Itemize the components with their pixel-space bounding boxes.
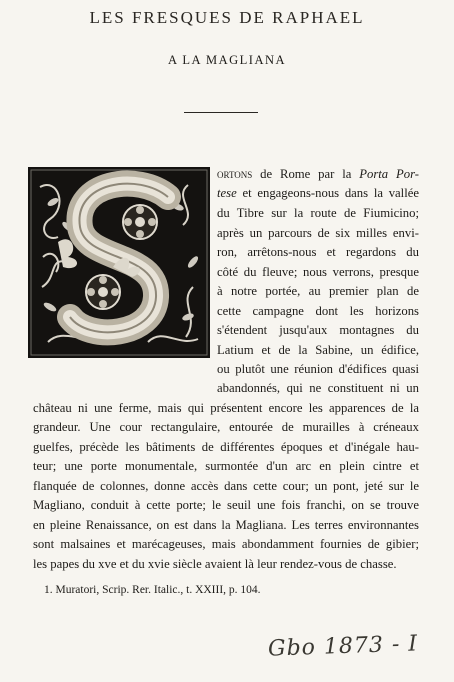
text-line: après un parcours de six milles envi-	[217, 226, 419, 240]
italic-text: tese	[217, 186, 237, 200]
text-line: teur; une porte monumentale, surmontée d'un arc en plein cintre et	[33, 459, 419, 473]
text-line: cette campagne dont les horizons	[217, 304, 419, 318]
text-line: en pleine Renaissance, on est dans la Magliana. Les terres environnantes	[33, 518, 419, 532]
text-line: grandeur. Une cour rectangulaire, entourée de murailles à créneaux	[33, 420, 419, 434]
text-line: à notre portée, au premier plan de	[217, 284, 419, 298]
text-line: s'étendent jusqu'aux montagnes du	[217, 323, 419, 337]
text-line: du Tibre sur la route de Fiumicino;	[217, 206, 419, 220]
porta-portese-italic: Porta Por-	[359, 167, 419, 181]
text-line: ron, arrêtons-nous et regardons du	[217, 245, 419, 259]
text-line: guelfes, précède les bâtiments de différentes époques et d'inégale hau-	[33, 440, 419, 454]
text-line: flanquée de colonnes, donne accès dans cette cour; un pont, jeté sur le	[33, 479, 419, 493]
page-title: LES FRESQUES DE RAPHAEL	[89, 8, 365, 27]
text-line: abandonnés, qui ne constituent ni un	[217, 381, 419, 395]
ornate-initial-S-icon	[28, 167, 210, 358]
text-span: ortons	[217, 167, 253, 181]
text-line: Magliano, conduit à cette porte; le seuil une fois franchi, on se trouve	[33, 498, 419, 512]
text-line: sont malsaines et marécageuses, mais abondamment fournies de gibier;	[33, 537, 419, 551]
text-line: les papes du xve et du xvie siècle avaient là leur rendez-vous de chasse.	[33, 557, 397, 571]
text-line: tese et engageons-nous dans la vallée	[217, 186, 419, 200]
text-line: Latium et de la Sabine, un édifice,	[217, 343, 419, 357]
chapter-subtitle: A LA MAGLIANA	[167, 53, 287, 67]
footnote: 1. Muratori, Scrip. Rer. Italic., t. XXIII, p. 104.	[44, 584, 261, 596]
handwritten-signature: Gbo 1873 - I	[267, 631, 419, 662]
text-line: ou plutôt une réunion d'édifices quasi	[217, 362, 419, 376]
text-line: côté du fleuve; nous verrons, presque	[217, 265, 419, 279]
text-line: château ni une ferme, mais qui présentent encore les apparences de la	[33, 401, 419, 415]
title-divider	[184, 112, 258, 113]
text-line: ortons de Rome par la Porta Por-	[217, 167, 419, 181]
